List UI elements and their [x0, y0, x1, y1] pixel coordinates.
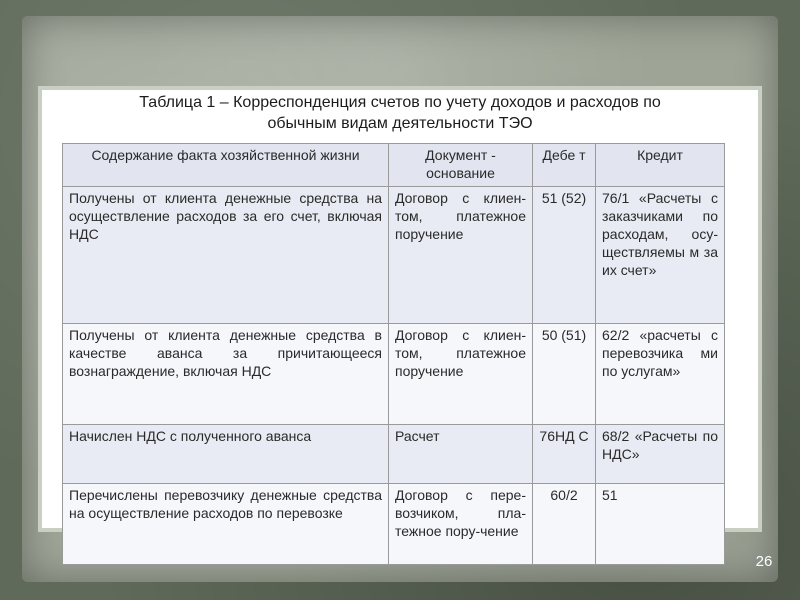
cell-fact: Начислен НДС с полученного аванса — [63, 425, 389, 484]
cell-document: Расчет — [389, 425, 533, 484]
header-fact: Содержание факта хозяйственной жизни — [63, 144, 389, 187]
header-credit: Кредит — [596, 144, 725, 187]
title-line-1: Таблица 1 – Корреспонденция счетов по учету доходов и расходов по — [139, 94, 661, 111]
title-line-2: обычным видам деятельности ТЭО — [267, 115, 533, 132]
table-row — [63, 484, 725, 565]
table-row — [63, 324, 725, 425]
cell-credit: 68/2 «Расчеты по НДС» — [596, 425, 725, 484]
accounts-table — [62, 143, 725, 565]
cell-document: Договор с клиен-том, платежное поручение — [389, 324, 533, 425]
cell-fact: Получены от клиента денежные средства на осуществление расходов за его счет, включая НДС — [63, 187, 389, 324]
table-title — [0, 92, 800, 134]
cell-debit: 76НД С — [533, 425, 596, 484]
cell-credit: 51 — [596, 484, 725, 565]
cell-debit: 50 (51) — [533, 324, 596, 425]
cell-document: Договор с пере-возчиком, пла-тежное пору-чение — [389, 484, 533, 565]
table-row — [63, 425, 725, 484]
header-debit: Дебе т — [533, 144, 596, 187]
table-row — [63, 187, 725, 324]
cell-fact: Получены от клиента денежные средства в качестве аванса за причитающееся вознаграждение, включая НДС — [63, 324, 389, 425]
cell-fact: Перечислены перевозчику денежные средства на осуществление расходов по перевозке — [63, 484, 389, 565]
cell-credit: 76/1 «Расчеты с заказчиками по расходам, осу-ществляемы м за их счет» — [596, 187, 725, 324]
page-number: 26 — [755, 553, 773, 570]
cell-debit: 60/2 — [533, 484, 596, 565]
cell-credit: 62/2 «расчеты с перевозчика ми по услугам» — [596, 324, 725, 425]
table-header-row — [63, 144, 725, 187]
cell-debit: 51 (52) — [533, 187, 596, 324]
header-document: Документ - основание — [389, 144, 533, 187]
cell-document: Договор с клиен-том, платежное поручение — [389, 187, 533, 324]
